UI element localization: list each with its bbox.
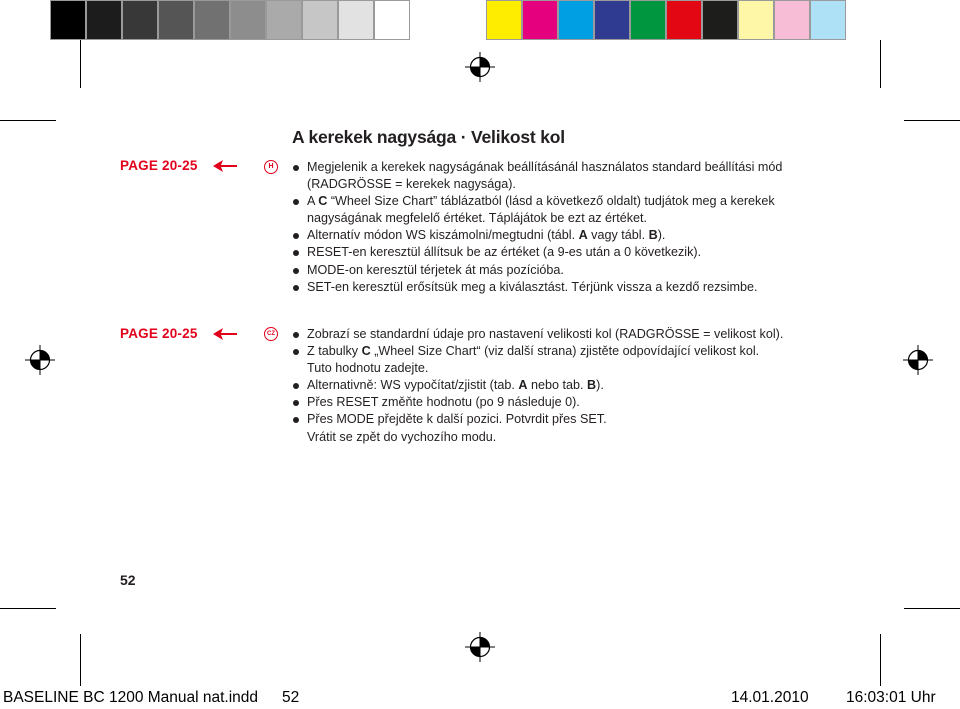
instruction-item	[292, 244, 782, 261]
instruction-item	[292, 159, 782, 176]
instruction-text: Přes MODE přejděte k další pozici. Potvrdit přes SET.	[307, 412, 607, 427]
instruction-text: nagyságának megfelelő értéket. Táplájátok be ezt az értéket.	[307, 211, 648, 226]
registration-target-icon	[465, 632, 495, 662]
crop-mark	[880, 634, 881, 686]
instruction-item	[292, 193, 782, 210]
instruction-item	[292, 210, 782, 227]
color-calibration-bar	[486, 0, 846, 40]
page-reference-cz: PAGE 20-25	[120, 326, 198, 341]
instruction-text: RESET-en keresztül állítsuk be az értéket (a 9-es után a 0 következik).	[307, 245, 702, 260]
gray-swatch	[194, 0, 230, 40]
left-arrow-icon	[212, 159, 238, 173]
gray-swatch	[50, 0, 86, 40]
instruction-list-cz	[292, 326, 783, 446]
color-swatch	[594, 0, 630, 40]
instruction-text: ).	[596, 378, 604, 393]
instruction-item	[292, 176, 782, 193]
page-reference-hu: PAGE 20-25	[120, 158, 198, 173]
instruction-text: Přes RESET změňte hodnotu (po 9 následuje 0).	[307, 395, 580, 410]
left-arrow-icon	[212, 327, 238, 341]
language-flag-cz: CZ	[264, 327, 278, 341]
gray-calibration-bar	[50, 0, 410, 40]
gray-swatch	[158, 0, 194, 40]
color-swatch	[774, 0, 810, 40]
instruction-item	[292, 411, 783, 428]
language-flag-hu: H	[264, 160, 278, 174]
instruction-list-hu	[292, 159, 782, 296]
gray-swatch	[86, 0, 122, 40]
gray-swatch	[302, 0, 338, 40]
table-reference: A	[578, 228, 588, 243]
gray-swatch	[374, 0, 410, 40]
crop-mark	[904, 120, 960, 121]
registration-target-icon	[903, 345, 933, 375]
instruction-item	[292, 326, 783, 343]
table-reference: A	[518, 378, 528, 393]
instruction-text: A	[307, 194, 319, 209]
instruction-text: MODE-on keresztül térjetek át más pozícióba.	[307, 262, 564, 277]
instruction-text: Zobrazí se standardní údaje pro nastavení velikosti kol (RADGRÖSSE = velikost kol).	[307, 327, 784, 341]
section-title: A kerekek nagysága · Velikost kol	[292, 127, 565, 147]
color-swatch	[702, 0, 738, 40]
registration-target-icon	[465, 52, 495, 82]
gray-swatch	[266, 0, 302, 40]
instruction-item	[292, 227, 782, 244]
instruction-text: “Wheel Size Chart” táblázatból (lásd a következő oldalt) tudjátok meg a kerekek	[327, 194, 775, 209]
color-swatch	[810, 0, 846, 40]
instruction-text: vagy tábl.	[587, 228, 649, 243]
instruction-text: Vrátit se zpět do vychozího modu.	[307, 429, 497, 444]
instruction-text: Alternativně: WS vypočítat/zjistit (tab.	[307, 378, 519, 393]
instruction-item	[292, 429, 783, 446]
instruction-text: nebo tab.	[527, 378, 588, 393]
page-number: 52	[120, 572, 136, 588]
color-swatch	[522, 0, 558, 40]
instruction-text: (RADGRÖSSE = kerekek nagysága).	[307, 177, 516, 192]
table-reference: B	[587, 378, 597, 393]
instruction-item	[292, 343, 783, 360]
footer-time: 16:03:01 Uhr	[846, 689, 936, 706]
instruction-text: Alternatív módon WS kiszámolni/megtudni (tábl.	[307, 228, 579, 243]
table-reference: B	[648, 228, 658, 243]
color-swatch	[738, 0, 774, 40]
gray-swatch	[122, 0, 158, 40]
instruction-text: ).	[657, 228, 666, 243]
instruction-item	[292, 262, 782, 279]
color-swatch	[486, 0, 522, 40]
footer-page: 52	[282, 689, 300, 706]
crop-mark	[0, 120, 56, 121]
crop-mark	[880, 40, 881, 88]
color-swatch	[630, 0, 666, 40]
instruction-item	[292, 377, 783, 394]
gray-swatch	[338, 0, 374, 40]
instruction-text: Tuto hodnotu zadejte.	[307, 361, 429, 376]
instruction-item	[292, 279, 782, 296]
footer-filename: BASELINE BC 1200 Manual nat.indd	[3, 689, 259, 706]
instruction-text: „Wheel Size Chart“ (viz další strana) zjistěte odpovídající velikost kol.	[370, 344, 760, 359]
color-swatch	[666, 0, 702, 40]
instruction-text: Megjelenik a kerekek nagyságának beállításánál használatos standard beállítási mód	[307, 160, 783, 174]
registration-target-icon	[25, 345, 55, 375]
footer-date: 14.01.2010	[731, 689, 809, 706]
instruction-item	[292, 394, 783, 411]
crop-mark	[904, 608, 960, 609]
instruction-text: SET-en keresztül erősítsük meg a kiválasztást. Térjünk vissza a kezdő rezsimbe.	[307, 279, 758, 294]
crop-mark	[0, 608, 56, 609]
table-reference: C	[361, 344, 371, 359]
instruction-item	[292, 360, 783, 377]
instruction-text: Z tabulky	[307, 344, 362, 359]
table-reference: C	[318, 194, 328, 209]
crop-mark	[80, 40, 81, 88]
color-swatch	[558, 0, 594, 40]
crop-mark	[80, 634, 81, 686]
gray-swatch	[230, 0, 266, 40]
